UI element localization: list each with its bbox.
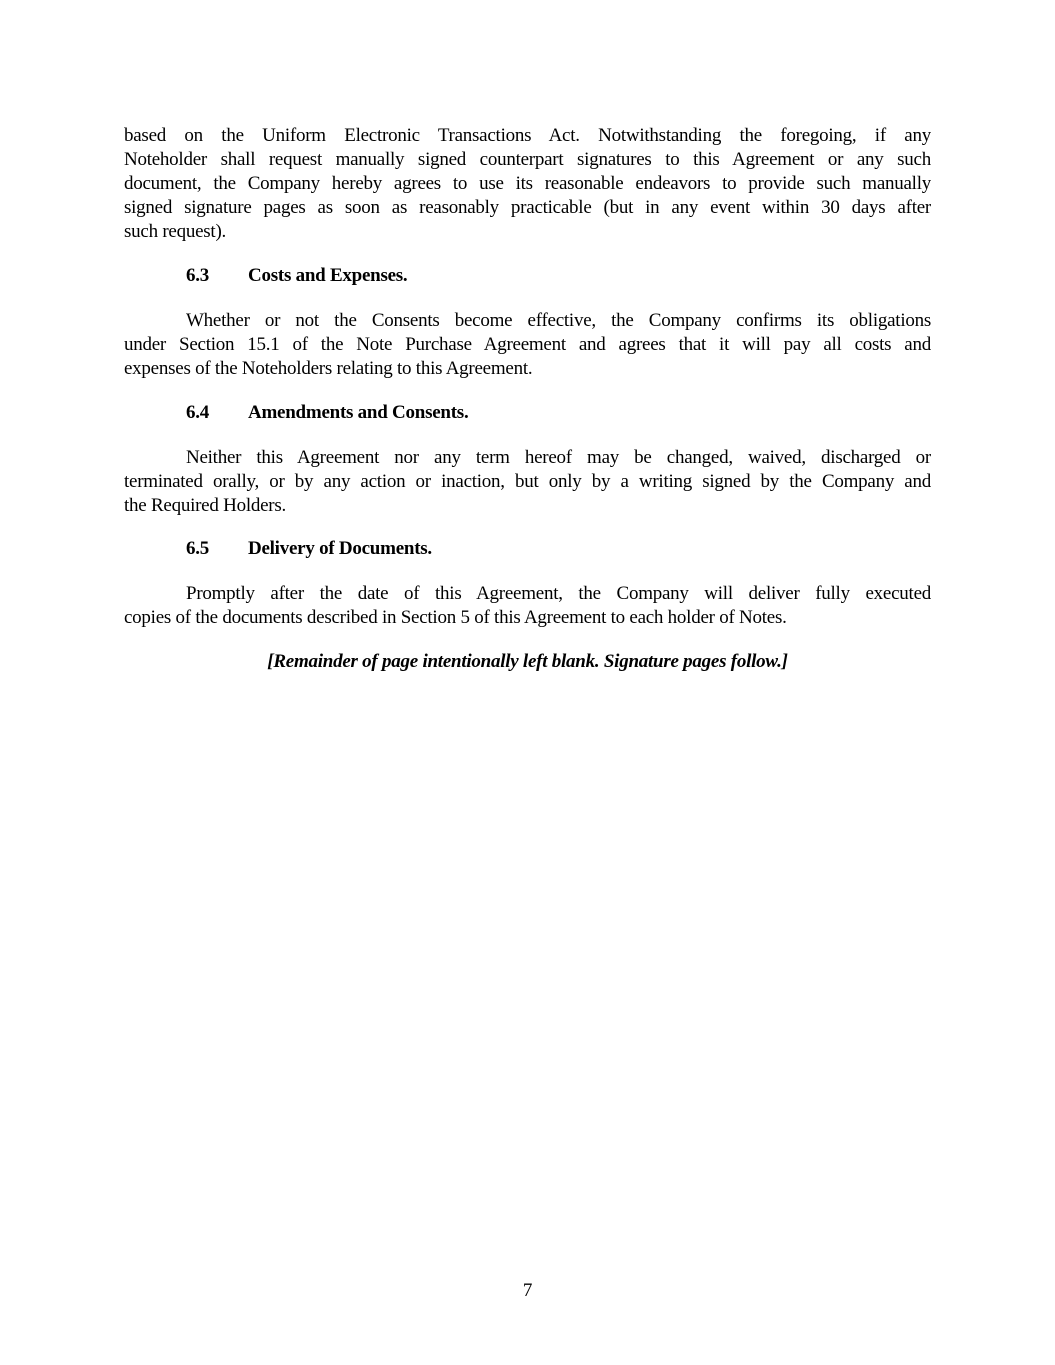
text-line: such request).: [124, 221, 227, 242]
closing-note: [Remainder of page intentionally left blank. Signature pages follow.]: [267, 651, 788, 672]
text-line: expenses of the Noteholders relating to this Agreement.: [124, 358, 533, 379]
section-heading-6-4: [186, 401, 468, 425]
text-line: Noteholder shall request manually signed counterpart signatures to this Agreement or any such: [124, 149, 931, 170]
section-number: 6.5: [186, 538, 209, 559]
paragraph-costs: [124, 309, 931, 381]
text-line: document, the Company hereby agrees to use its reasonable endeavors to provide such manually: [124, 173, 931, 194]
paragraph-continuation: [124, 124, 931, 244]
text-line: based on the Uniform Electronic Transactions Act. Notwithstanding the foregoing, if any: [124, 125, 931, 146]
text-line: terminated orally, or by any action or inaction, but only by a writing signed by the Company and: [124, 471, 931, 492]
text-line: Neither this Agreement nor any term hereof may be changed, waived, discharged or: [186, 447, 931, 468]
paragraph-amendments: [124, 446, 931, 518]
section-number: 6.4: [186, 402, 209, 423]
section-heading-6-5: [186, 537, 432, 561]
text-line: Whether or not the Consents become effective, the Company confirms its obligations: [186, 310, 931, 331]
paragraph-delivery: [124, 582, 931, 630]
page-number: 7: [522, 1280, 533, 1301]
section-number: 6.3: [186, 265, 209, 286]
section-title: Delivery of Documents.: [248, 538, 432, 559]
section-heading-6-3: [186, 264, 407, 288]
section-title: Costs and Expenses.: [248, 265, 408, 286]
section-title: Amendments and Consents.: [248, 402, 469, 423]
text-line: Promptly after the date of this Agreement, the Company will deliver fully executed: [186, 583, 931, 604]
text-line: signed signature pages as soon as reasonably practicable (but in any event within 30 days after: [124, 197, 931, 218]
text-line: the Required Holders.: [124, 495, 287, 516]
text-line: copies of the documents described in Section 5 of this Agreement to each holder of Notes.: [124, 607, 787, 628]
text-line: under Section 15.1 of the Note Purchase Agreement and agrees that it will pay all costs and: [124, 334, 931, 355]
